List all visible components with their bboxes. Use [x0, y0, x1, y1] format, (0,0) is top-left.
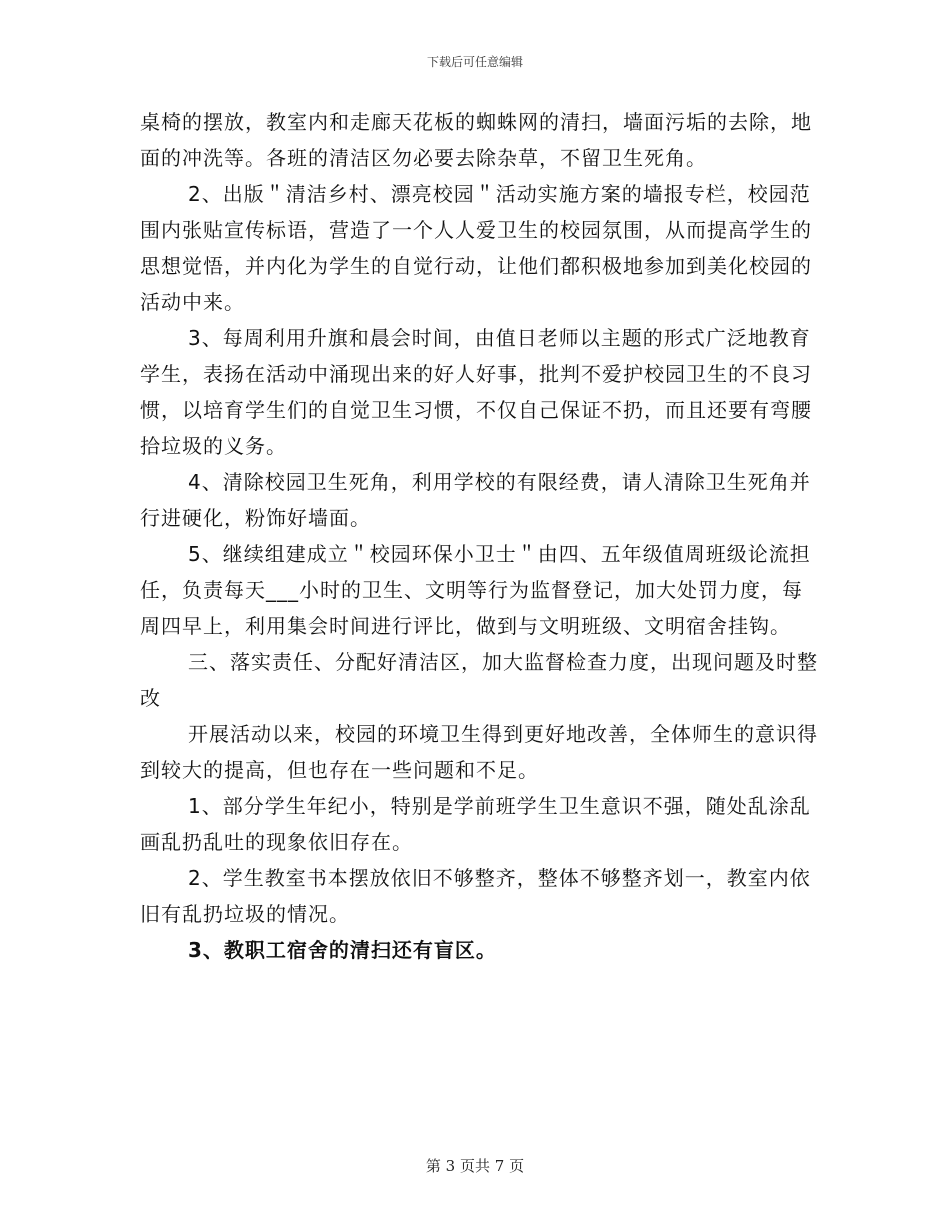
- paragraph-item-2: 2、出版＂清洁乡村、漂亮校园＂活动实施方案的墙报专栏，校园范围内张贴宣传标语，营造了一个人人爱卫生的校园氛围，从而提高学生的思想觉悟，并内化为学生的自觉行动，让他们都积极地参加到美化校园的活动中来。: [140, 182, 812, 314]
- download-note: 下载后可任意编辑: [426, 55, 523, 69]
- document-body: [140, 104, 820, 968]
- paragraph-summary: 开展活动以来，校园的环境卫生得到更好地改善，全体师生的意识得到较大的提高，但也存在一些问题和不足。: [140, 722, 818, 782]
- paragraph-item-3: 3、每周利用升旗和晨会时间，由值日老师以主题的形式广泛地教育学生，表扬在活动中涌现出来的好人好事，批判不爱护校园卫生的不良习惯，以培育学生们的自觉卫生习惯，不仅自己保证不扔，而且还要有弯腰拾垃圾的义务。: [140, 326, 812, 458]
- section-heading-three: 三、落实责任、分配好清洁区，加大监督检查力度，出现问题及时整改: [140, 650, 818, 710]
- paragraph-item-4: 4、清除校园卫生死角，利用学校的有限经费，请人清除卫生死角并行进硬化，粉饰好墙面。: [140, 470, 811, 530]
- paragraph-item-5: 5、继续组建成立＂校园环保小卫士＂由四、五年级值周班级论流担任，负责每天___小时的卫生、文明等行为监督登记，加大处罚力度，每周四早上，利用集会时间进行评比，做到与文明班级、文明宿舍挂钩。: [140, 542, 811, 638]
- paragraph-continuation: 桌椅的摆放，教室内和走廊天花板的蜘蛛网的清扫，墙面污垢的去除，地面的冲洗等。各班的清洁区勿必要去除杂草，不留卫生死角。: [140, 110, 812, 170]
- paragraph-problem-1: 1、部分学生年纪小，特别是学前班学生卫生意识不强，随处乱涂乱画乱扔乱吐的现象依旧存在。: [140, 794, 811, 854]
- paragraph-problem-3: 3、教职工宿舍的清扫还有盲区。: [188, 938, 497, 962]
- paragraph-problem-2: 2、学生教室书本摆放依旧不够整齐，整体不够整齐划一，教室内依旧有乱扔垃圾的情况。: [140, 866, 811, 926]
- page-number: 第 3 页共 7 页: [425, 1157, 525, 1175]
